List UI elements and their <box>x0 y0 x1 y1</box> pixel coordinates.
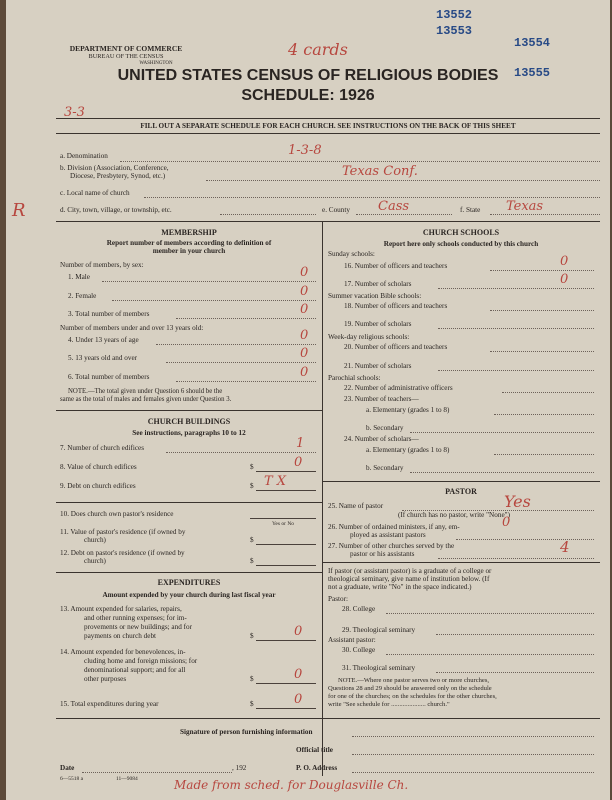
date-label: Date <box>60 764 75 772</box>
denomination-label: a. Denomination <box>60 152 108 160</box>
q9-label: 9. Debt on church edifices <box>60 482 136 490</box>
q6-line <box>176 381 316 382</box>
q22-line <box>502 392 594 393</box>
q5-line <box>166 362 316 363</box>
parochial-schools-label: Parochial schools: <box>328 374 381 382</box>
q27-label: 27. Number of other churches served by the <box>328 542 455 550</box>
q5-label: 5. 13 years old and over <box>68 354 138 362</box>
state-label: f. State <box>460 206 481 214</box>
members-by-age-label: Number of members under and over 13 years old: <box>60 324 204 332</box>
q13-label-3: provements or new buildings; and for <box>84 623 192 631</box>
q24b-line <box>410 472 594 473</box>
city-name: WASHINGTON <box>139 61 173 66</box>
handwritten-q9: T X <box>264 474 287 489</box>
q31-line <box>436 672 594 673</box>
q8-label: 8. Value of church edifices <box>60 463 137 471</box>
graduate-instructions-2: theological seminary, give name of institution below. (If <box>328 575 490 583</box>
dollar-sign: $ <box>250 632 254 640</box>
q27-label-2: pastor or his assistants <box>350 550 415 558</box>
handwritten-q4: 0 <box>300 328 309 343</box>
graduate-instructions-3: not a graduate, write "No" in the space indicated.) <box>328 583 472 591</box>
handwritten-q16: 0 <box>560 254 569 269</box>
county-line <box>356 214 452 215</box>
pastor-note: NOTE.—Where one pastor serves two or more churches, <box>338 677 490 684</box>
q13-line <box>256 640 316 641</box>
dollar-sign: $ <box>250 557 254 565</box>
q23b-label: b. Secondary <box>366 424 404 432</box>
division-label-2: Diocese, Presbytery, Synod, etc.) <box>70 172 166 180</box>
handwritten-q27: 4 <box>560 538 570 556</box>
official-title-line <box>352 754 594 755</box>
print-code: 11—9084 <box>116 776 138 782</box>
dollar-sign: $ <box>250 675 254 683</box>
q13-label-2: and other running expenses; for im- <box>84 614 187 622</box>
handwritten-state: Texas <box>506 199 544 214</box>
section-rule <box>56 572 322 573</box>
handwritten-q17: 0 <box>560 272 569 287</box>
q29-line <box>436 634 594 635</box>
q6-label: 6. Total number of members <box>68 373 150 381</box>
handwritten-q8: 0 <box>294 455 303 470</box>
handwritten-q3: 0 <box>300 302 309 317</box>
local-name-label: c. Local name of church <box>60 189 130 197</box>
q20-label: 20. Number of officers and teachers <box>344 343 448 351</box>
handwritten-bottom-note: Made from sched. for Douglasville Ch. <box>174 778 409 792</box>
weekday-schools-label: Week-day religious schools: <box>328 333 410 341</box>
q11-line <box>256 544 316 545</box>
signature-line <box>352 736 594 737</box>
dollar-sign: $ <box>250 536 254 544</box>
q7-line <box>166 452 316 453</box>
stamp-number: 13552 <box>436 8 473 22</box>
q10-label: 10. Does church own pastor's residence <box>60 510 174 518</box>
po-address-line <box>352 772 594 773</box>
q26-label: 26. Number of ordained ministers, if any, em- <box>328 523 460 531</box>
q18-line <box>490 310 594 311</box>
q20-line <box>490 351 594 352</box>
handwritten-q5: 0 <box>300 346 309 361</box>
grid-vertical-divider <box>322 221 323 776</box>
q13-label-4: payments on church debt <box>84 632 157 640</box>
dept-name: DEPARTMENT OF COMMERCE <box>69 44 183 53</box>
membership-intro: Report number of members according to definition of <box>106 239 272 247</box>
q23b-line <box>410 432 594 433</box>
pastor-note-4: write "See schedule for ..................... church." <box>328 701 450 708</box>
graduate-instructions: If pastor (or assistant pastor) is a graduate of a college or <box>328 567 492 575</box>
handwritten-q6: 0 <box>300 365 309 380</box>
division-label: b. Division (Association, Conference, <box>60 164 169 172</box>
handwritten-margin-r: R <box>12 200 26 221</box>
header-rule-top <box>56 118 600 119</box>
q18-label: 18. Number of officers and teachers <box>344 302 448 310</box>
q30-label: 30. College <box>342 646 376 654</box>
membership-title: MEMBERSHIP <box>161 228 217 237</box>
q16-label: 16. Number of officers and teachers <box>344 262 448 270</box>
q14-label: 14. Amount expended for benevolences, in- <box>60 648 186 656</box>
section-rule <box>56 502 322 503</box>
sunday-schools-label: Sunday schools: <box>328 250 375 258</box>
instruction-line: FILL OUT A SEPARATE SCHEDULE FOR EACH CHURCH. SEE INSTRUCTIONS ON THE BACK OF THIS SHEET <box>140 122 516 130</box>
q1-label: 1. Male <box>68 273 90 281</box>
city-label: d. City, town, village, or township, etc. <box>60 206 172 214</box>
handwritten-q2: 0 <box>300 284 309 299</box>
handwritten-q25: Yes <box>504 492 531 511</box>
handwritten-q13: 0 <box>294 624 303 639</box>
pastor-note-2: Questions 28 and 29 should be answered only on the schedule <box>328 685 492 692</box>
q14-line <box>256 683 316 684</box>
q2-line <box>112 300 316 301</box>
q2-label: 2. Female <box>68 292 97 300</box>
q30-line <box>386 654 594 655</box>
q29-label: 29. Theological seminary <box>342 626 416 634</box>
pastor-title: PASTOR <box>445 487 477 496</box>
q11-label: 11. Value of pastor's residence (if owned by <box>60 528 186 536</box>
q14-label-2: cluding home and foreign missions; for <box>84 657 198 665</box>
pastor-note-3: for one of the churches; on the schedules for the other churches, <box>328 693 497 700</box>
q28-label: 28. College <box>342 605 376 613</box>
handwritten-q26: 0 <box>502 515 511 530</box>
pastor-subheading: Pastor: <box>328 595 348 603</box>
expenditures-title: EXPENDITURES <box>157 578 221 587</box>
q12-label-2: church) <box>84 557 106 565</box>
membership-note-2: same as the total of males and females given under Question 3. <box>60 396 232 403</box>
q23-label: 23. Number of teachers— <box>344 395 419 403</box>
q31-label: 31. Theological seminary <box>342 664 416 672</box>
q9-line <box>256 490 316 491</box>
handwritten-q7: 1 <box>296 436 305 451</box>
dollar-sign: $ <box>250 463 254 471</box>
section-rule <box>56 410 322 411</box>
q17-label: 17. Number of scholars <box>344 280 412 288</box>
members-by-sex-label: Number of members, by sex: <box>60 261 144 269</box>
q16-line <box>490 270 594 271</box>
q21-line <box>438 370 594 371</box>
handwritten-cards: 4 cards <box>288 40 348 59</box>
assistant-pastor-subheading: Assistant pastor: <box>328 636 376 644</box>
dollar-sign: $ <box>250 700 254 708</box>
denomination-line <box>120 161 600 162</box>
q7-label: 7. Number of church edifices <box>60 444 145 452</box>
handwritten-denomination: 1-3-8 <box>288 143 322 158</box>
q26-label-2: ployed as assistant pastors <box>350 531 426 539</box>
yes-or-no-hint: Yes or No <box>272 521 295 527</box>
handwritten-division: Texas Conf. <box>342 164 418 179</box>
po-address-label: P. O. Address <box>296 764 338 772</box>
q12-label: 12. Debt on pastor's residence (if owned by <box>60 549 185 557</box>
q13-label: 13. Amount expended for salaries, repairs, <box>60 605 182 613</box>
section-rule <box>322 481 600 482</box>
q24a-line <box>494 454 594 455</box>
stamp-number: 13554 <box>514 36 551 50</box>
section-rule <box>322 562 600 563</box>
schools-intro: Report here only schools conducted by this church <box>383 240 539 248</box>
membership-intro-2: member in your church <box>152 247 226 255</box>
q15-line <box>256 708 316 709</box>
census-schedule-page <box>6 0 610 800</box>
q12-line <box>256 565 316 566</box>
handwritten-county: Cass <box>378 199 410 214</box>
grid-top-rule <box>56 221 600 222</box>
q15-label: 15. Total expenditures during year <box>60 700 159 708</box>
expenditures-intro: Amount expended by your church during last fiscal year <box>102 591 276 599</box>
city-line <box>220 214 316 215</box>
handwritten-margin-note: 3-3 <box>64 105 85 120</box>
buildings-intro: See instructions, paragraphs 10 to 12 <box>132 429 246 437</box>
stamp-number: 13553 <box>436 24 473 38</box>
summer-schools-label: Summer vacation Bible schools: <box>328 292 422 300</box>
q11-label-2: church) <box>84 536 106 544</box>
official-title-label: Official title <box>296 746 333 754</box>
q4-label: 4. Under 13 years of age <box>68 336 139 344</box>
q3-label: 3. Total number of members <box>68 310 150 318</box>
dollar-sign: $ <box>250 482 254 490</box>
date-line <box>82 772 232 773</box>
form-title: UNITED STATES CENSUS OF RELIGIOUS BODIES <box>117 67 499 84</box>
state-line <box>490 214 600 215</box>
q14-label-4: other purposes <box>84 675 127 683</box>
q8-line <box>256 471 316 472</box>
handwritten-q15: 0 <box>294 692 303 707</box>
buildings-title: CHURCH BUILDINGS <box>147 417 231 426</box>
q21-label: 21. Number of scholars <box>344 362 412 370</box>
form-number: 6—5518 a <box>60 776 84 782</box>
local-name-line <box>144 197 600 198</box>
q23a-label: a. Elementary (grades 1 to 8) <box>366 406 450 414</box>
q19-line <box>438 328 594 329</box>
signature-label: Signature of person furnishing information <box>180 728 313 736</box>
q14-label-3: denominational support; and for all <box>84 666 186 674</box>
q26-line <box>456 539 594 540</box>
q19-label: 19. Number of scholars <box>344 320 412 328</box>
handwritten-q14: 0 <box>294 667 303 682</box>
county-label: e. County <box>322 206 350 214</box>
q25-none-hint: (If church has no pastor, write "None") <box>398 511 510 519</box>
stamp-number: 13555 <box>514 66 551 80</box>
membership-note: NOTE.—The total given under Question 6 should be the <box>68 388 223 395</box>
q17-line <box>438 288 594 289</box>
q24a-label: a. Elementary (grades 1 to 8) <box>366 446 450 454</box>
grid-bottom-rule <box>56 718 600 719</box>
q10-line <box>250 518 316 519</box>
q22-label: 22. Number of administrative officers <box>344 384 453 392</box>
q23a-line <box>494 414 594 415</box>
handwritten-q1: 0 <box>300 265 309 280</box>
q28-line <box>386 613 594 614</box>
q25-label: 25. Name of pastor <box>328 502 384 510</box>
year-label: , 192 <box>232 764 247 772</box>
q1-line <box>102 281 316 282</box>
form-subtitle: SCHEDULE: 1926 <box>241 87 375 104</box>
q4-line <box>156 344 316 345</box>
q24-label: 24. Number of scholars— <box>344 435 419 443</box>
header-rule-bottom <box>56 133 600 134</box>
division-line <box>206 180 600 181</box>
bureau-name: BUREAU OF THE CENSUS <box>88 53 164 60</box>
q3-line <box>176 318 316 319</box>
q24b-label: b. Secondary <box>366 464 404 472</box>
q27-line <box>438 558 594 559</box>
schools-title: CHURCH SCHOOLS <box>422 228 500 237</box>
